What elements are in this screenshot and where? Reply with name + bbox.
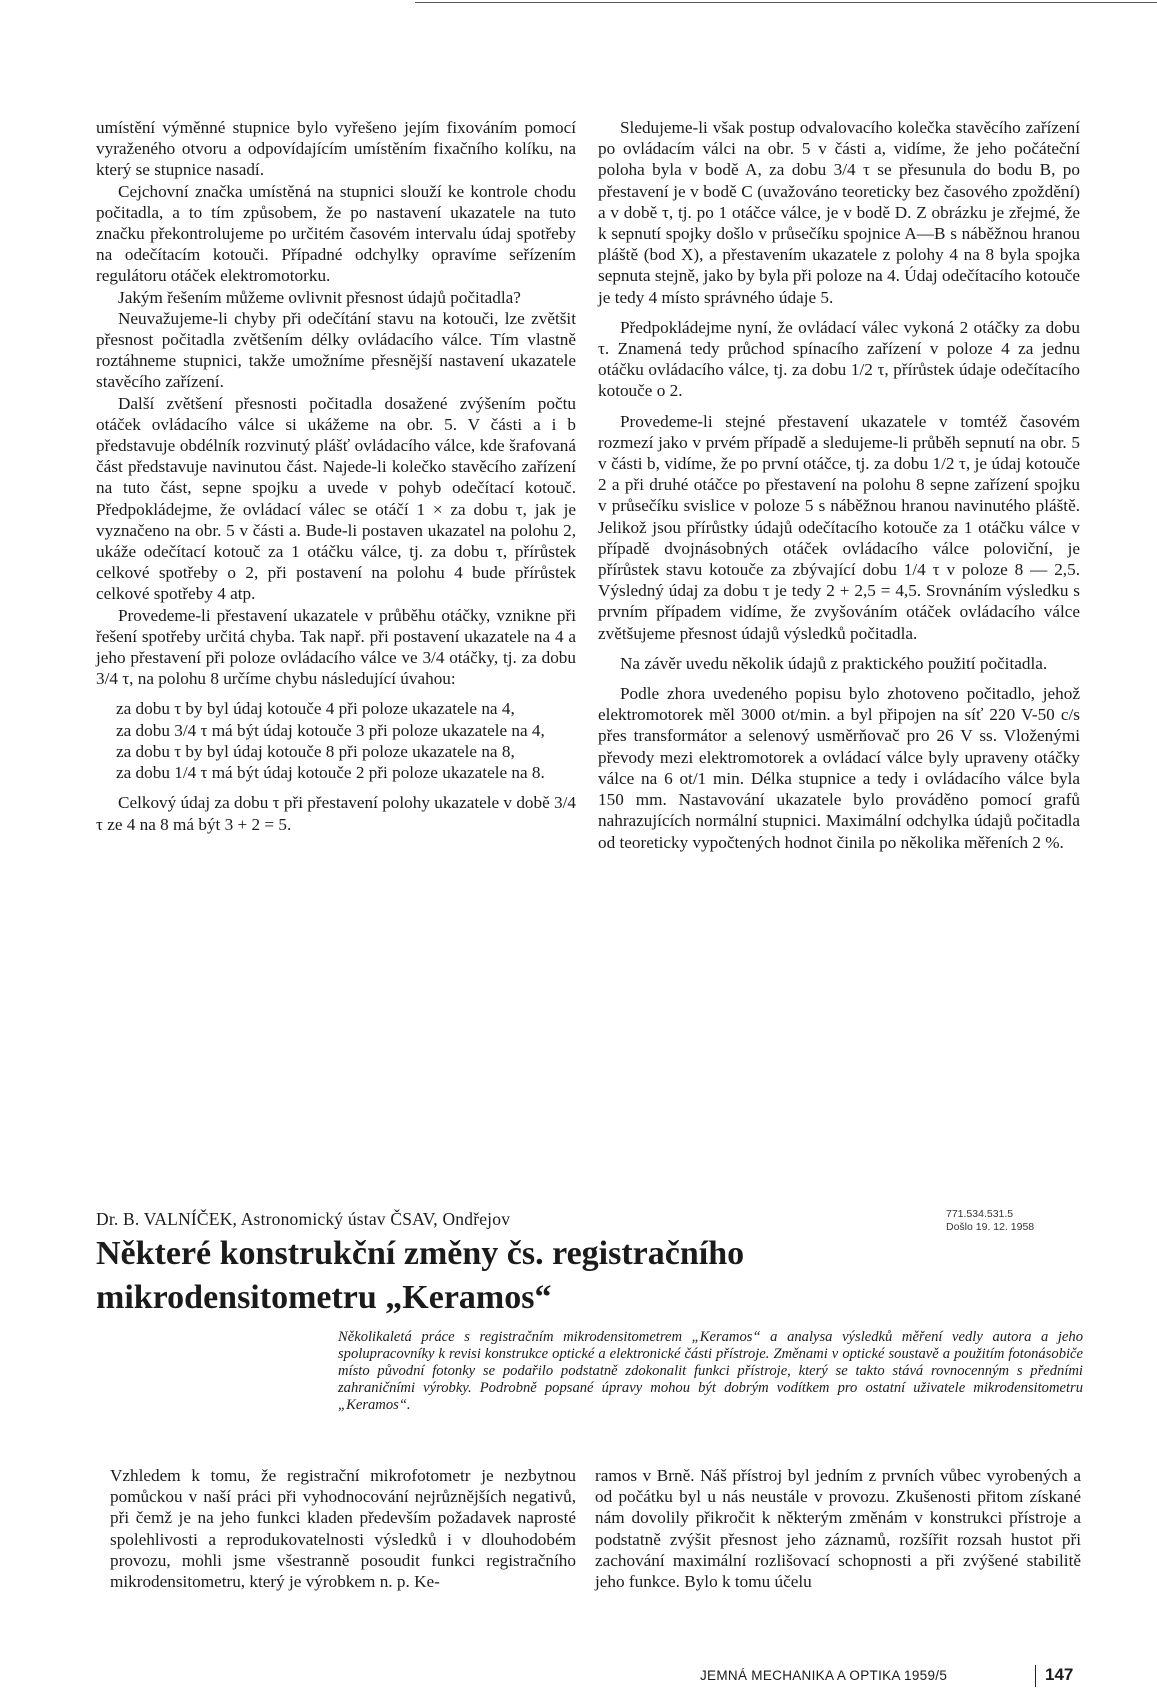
list-item: za dobu 3/4 τ má být údaj kotouče 3 při poloze ukazatele na 4,: [116, 720, 545, 740]
paragraph: Celkový údaj za dobu τ při přestavení polohy ukazatele v době 3/4 τ ze 4 na 8 má být 3 + 2 = 5.: [96, 793, 576, 834]
text-column-bottom-left: [110, 1465, 576, 1592]
text-column-top-left: [96, 117, 576, 835]
paragraph: Na závěr uvedu několik údajů z praktického použití počitadla.: [620, 653, 1048, 673]
udc-code: 771.534.531.5: [946, 1208, 1014, 1220]
paragraph: ramos v Brně. Náš přístroj byl jedním z prvních vůbec vyrobených a od počátku byl u nás neustále v provozu. Zkušenosti přitom získané nám dovolily přikročit k některým změnám v konstrukci přístroje a podstatně zvýšit přesnost jeho záznamů, rozšířit rozsah hustot při zachování maximální rozlišovací schopnosti a při zvýšené stabilitě jeho funkce. Bylo k tomu účelu: [595, 1466, 1081, 1592]
page-footer: [700, 1665, 1080, 1687]
list-item: za dobu τ by byl údaj kotouče 8 při poloze ukazatele na 8,: [116, 741, 515, 761]
article-abstract: Několikaletá práce s registračním mikrodensitometrem „Keramos“ a analysa výsledků měření vedly autora a jeho spolupracovníky k revisi konstrukce optické a elektronické části přístroje. Změnami v optické soustavě a použitím fotonásobiče místo původní fotonky se podařilo podstatně zdokonalit funkci přístroje, který se takto stává rovnocenným s předními zahraničními výrobky. Podrobně popsané úpravy mohou být dobrým vodítkem pro ostatní uživatele mikrodensitometru „Keramos“.: [338, 1329, 1083, 1413]
paragraph: Jakým řešením můžeme ovlivnit přesnost údajů počitadla?: [118, 287, 521, 307]
paragraph: Předpokládejme nyní, že ovládací válec vykoná 2 otáčky za dobu τ. Znamená tedy průchod spínacího zařízení v poloze 4 za jednu otáčku ovládacího válce, tj. za dobu 1/2 τ, přírůstek údaje odečítacího kotouče o 2.: [598, 317, 1080, 401]
journal-name: JEMNÁ MECHANIKA A OPTIKA 1959/5: [700, 1668, 948, 1683]
list-item: za dobu τ by byl údaj kotouče 4 při poloze ukazatele na 4,: [116, 699, 515, 719]
list-item: za dobu 1/4 τ má být údaj kotouče 2 při poloze ukazatele na 8.: [116, 763, 545, 783]
text-column-top-right: [598, 117, 1080, 853]
paragraph: Další zvětšení přesnosti počitadla dosažené zvýšením počtu otáček ovládacího válce si ukážeme na obr. 5. V části a i b představuje obdélník rozvinutý plášť ovládacího válce, kde šrafovaná část představuje navinutou část. Najede-li kolečko stavěcího zařízení na tuto část, sepne spojku a uvede v pohyb odečítací kotouč. Předpokládejme, že ovládací válec se otáčí 1 × za dobu τ, jak je vyznačeno na obr. 5 v části a. Bude-li postaven ukazatel na polohu 2, ukáže odečítací kotouč za 1 otáčku válce, tj. za dobu τ, přírůstek celkové spotřeby o 2, při postavení na polohu 4 bude přírůstek celkové spotřeby 4 atp.: [96, 393, 576, 604]
paragraph: Sledujeme-li však postup odvalovacího kolečka stavěcího zařízení po ovládacím válci na obr. 5 v části a, vidíme, že jeho počáteční poloha byla v bodě A, za dobu 3/4 τ se přesunula do bodu B, po přestavení je v bodě C (uvažováno teoreticky bez časového zpoždění) a v době τ, tj. po 1 otáčce válce, je v bodě D. Z obrázku je zřejmé, že k sepnutí spojky došlo v průsečíku spojnice A—B s náběžnou hranou pláště (bod X), a přestavením ukazatele z polohy 4 na 8 byla spojka sepnuta stejně, jako by byla při poloze na 4. Údaj odečítacího kotouče je tedy 4 místo správného údaje 5.: [598, 118, 1080, 307]
paragraph: Neuvažujeme-li chyby při odečítání stavu na kotouči, lze zvětšit přesnost počitadla zvětšením délky ovládacího válce. Tím vlastně roztáhneme stupnici, takže umožníme přesnější nastavení ukazatele stavěcího zařízení.: [96, 308, 576, 392]
article-byline: Dr. B. VALNÍČEK, Astronomický ústav ČSAV, Ondřejov: [96, 1209, 511, 1229]
footer-divider: [1035, 1665, 1036, 1687]
paragraph: Cejchovní značka umístěná na stupnici slouží ke kontrole chodu počitadla, a to tím způsobem, že po nastavení ukazatele na tuto značku překontrolujeme po určitém časovém intervalu údaj spotřeby na odečítacím kotouči. Případné odchylky opravíme seřízením regulátoru otáček elektromotorku.: [96, 181, 576, 286]
article-udc-block: [946, 1208, 1096, 1234]
paragraph: Provedeme-li stejné přestavení ukazatele v tomtéž časovém rozmezí jako v prvém případě a sledujeme-li průběh sepnutí na obr. 5 v části b, vidíme, že po první otáčce, tj. za dobu 1/2 τ, je údaj kotouče 2 a při druhé otáčce po přestavení na polohu 8 sepne zařízení spojku v průsečíku svislice v poloze 5 s náběžnou hranou navinutého pláště. Jelikož jsou přírůstky údajů odečítacího kotouče za 1 otáčku válce v případě dvojnásobných otáček ovládacího válce poloviční, je přírůstek stavu kotouče za zbývající dobu 1/4 τ v poloze 8 — 2,5. Výsledný údaj za dobu τ je tedy 2 + 2,5 = 4,5. Srovnáním výsledku s prvním případem vidíme, že zvyšováním otáček ovládacího válce zvětšujeme přesnost údajů výsledků počitadla.: [598, 411, 1080, 643]
paragraph: umístění výměnné stupnice bylo vyřešeno jejím fixováním pomocí vyraženého otvoru a odpovídajícím umístěním fixačního kolíku, na který se stupnice nasadí.: [96, 118, 576, 180]
top-rule: [415, 2, 1157, 3]
title-line-1: Některé konstrukční změny čs. registračního: [96, 1235, 745, 1272]
paragraph: Vzhledem k tomu, že registrační mikrofotometr je nezbytnou pomůckou v naší práci při vyhodnocování nejrůznějších negativů, při čemž je na jeho funkci kladen především požadavek naprosté spolehlivosti a reprodukovatelnosti výsledků i v dlouhodobém provozu, mohli jsme všestranně posoudit funkci registračního mikrodensitometru, který je výrobkem n. p. Ke-: [110, 1466, 576, 1592]
article-title: [96, 1232, 1076, 1320]
title-line-2: mikrodensitometru „Keramos“: [96, 1279, 552, 1316]
text-column-bottom-right: [595, 1465, 1081, 1592]
page-number: 147: [1045, 1665, 1074, 1684]
paragraph: Provedeme-li přestavení ukazatele v průběhu otáčky, vznikne při řešení spotřeby určitá chyba. Tak např. při postavení ukazatele na 4 a jeho přestavení při poloze ovládacího válce ve 3/4 otáčky, tj. za dobu 3/4 τ, na polohu 8 určíme chybu následující úvahou:: [96, 605, 576, 689]
received-date: Došlo 19. 12. 1958: [946, 1221, 1035, 1233]
paragraph: Podle zhora uvedeného popisu bylo zhotoveno počitadlo, jehož elektromotorek měl 3000 ot/min. a byl připojen na síť 220 V-50 c/s přes transformátor a selenový usměrňovač pro 26 V ss. Vloženými převody mezi elektromotorek a ovládací válce byly upraveny otáčky válce na 6 ot/1 min. Délka stupnice a tedy i ovládacího válce byla 150 mm. Nastavování ukazatele bylo prováděno pomocí grafů nahrazujících normální stupnici. Maximální odchylka údajů počitadla od teoreticky vypočtených hodnot činila po několika měřeních 2 %.: [598, 684, 1080, 852]
